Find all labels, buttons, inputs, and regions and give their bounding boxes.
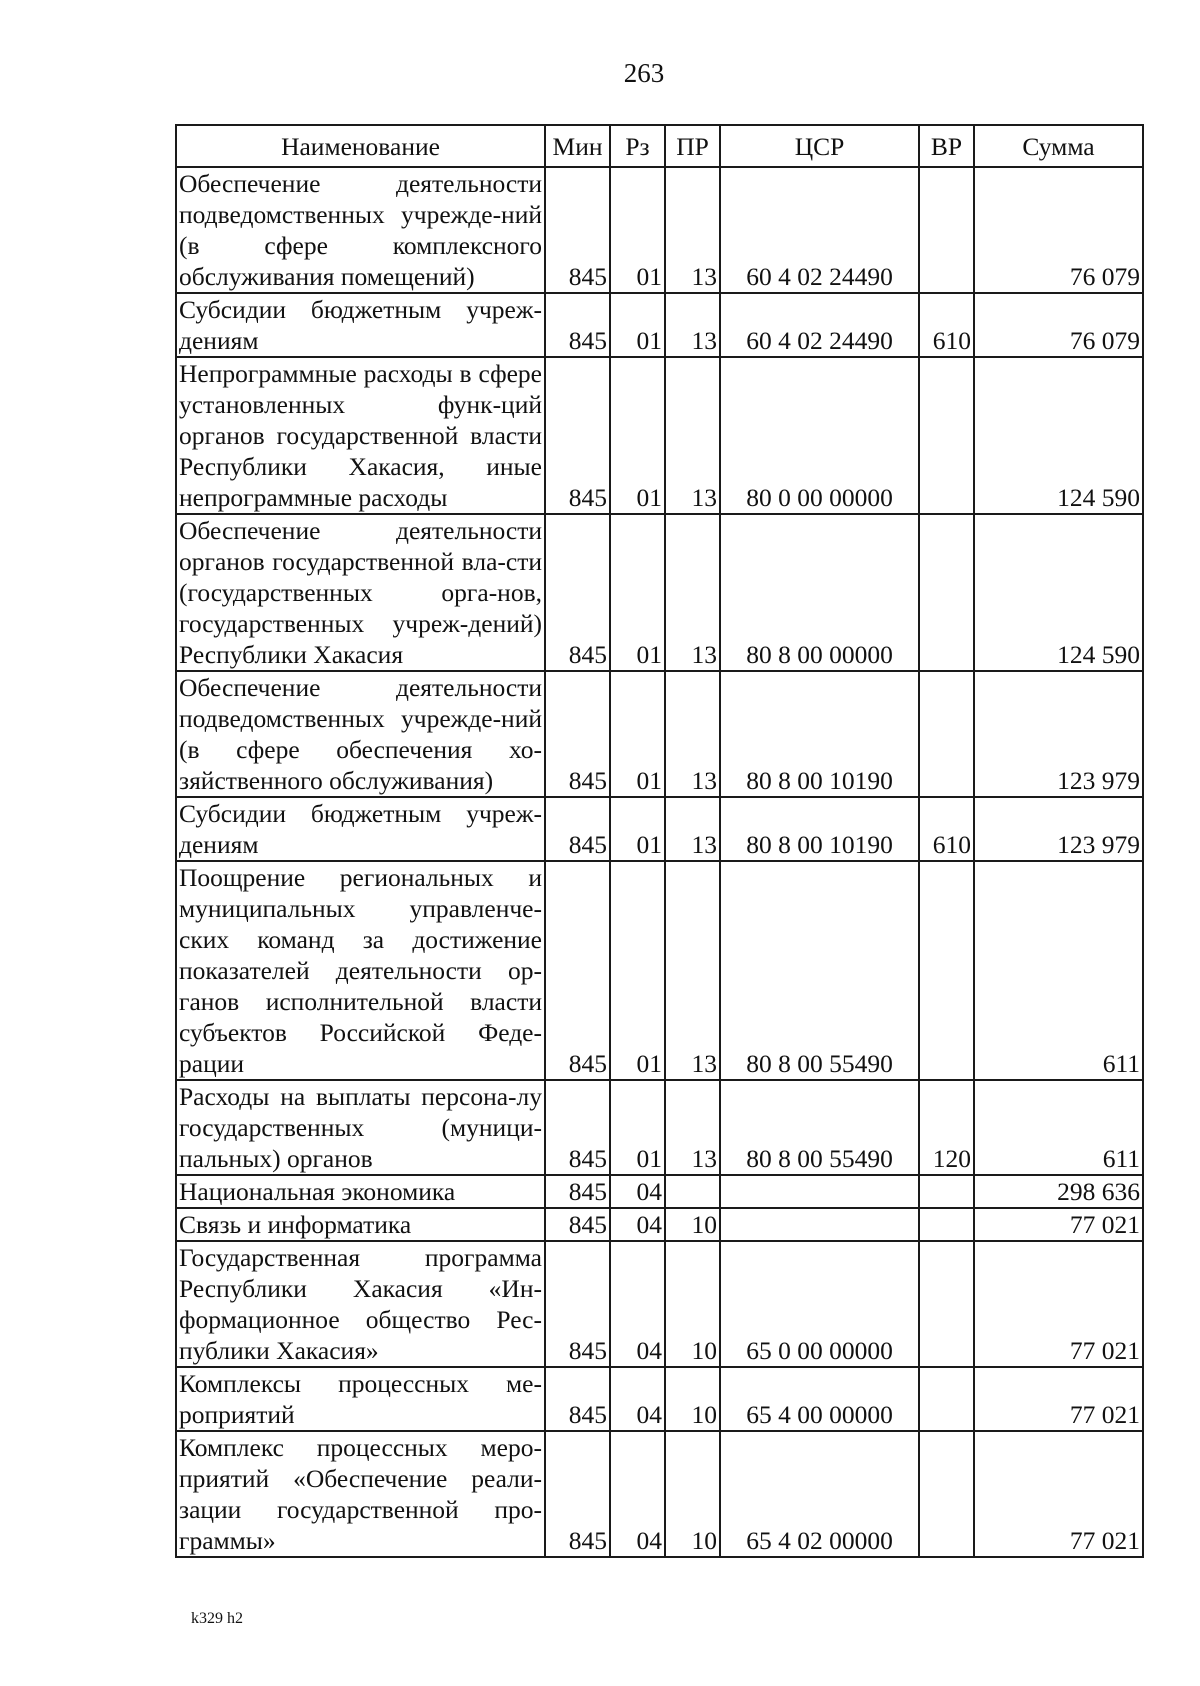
table-row	[176, 514, 1143, 671]
cell-min: 845	[545, 797, 610, 861]
table-row	[176, 357, 1143, 514]
cell-min: 845	[545, 1208, 610, 1241]
cell-csr: 60 4 02 24490	[720, 167, 919, 293]
cell-pr: 13	[665, 293, 720, 357]
cell-vr	[919, 1367, 974, 1431]
cell-pr: 13	[665, 167, 720, 293]
cell-min: 845	[545, 293, 610, 357]
cell-csr: 65 4 00 00000	[720, 1367, 919, 1431]
cell-name: Связь и информатика	[176, 1208, 545, 1241]
cell-vr: 610	[919, 293, 974, 357]
cell-min: 845	[545, 1367, 610, 1431]
cell-rz: 01	[610, 514, 665, 671]
cell-csr: 80 8 00 00000	[720, 514, 919, 671]
cell-pr: 13	[665, 861, 720, 1080]
cell-min: 845	[545, 167, 610, 293]
cell-sum: 76 079	[974, 167, 1143, 293]
cell-min: 845	[545, 1431, 610, 1557]
table-row	[176, 1367, 1143, 1431]
cell-vr: 120	[919, 1080, 974, 1175]
cell-csr: 80 8 00 55490	[720, 1080, 919, 1175]
column-header-min: Мин	[545, 125, 610, 167]
cell-pr: 10	[665, 1241, 720, 1367]
cell-csr: 80 8 00 10190	[720, 797, 919, 861]
cell-min: 845	[545, 1080, 610, 1175]
cell-name: Обеспечение деятельности органов государственной вла-сти (государственных орга-нов, государственных учреж-дений) Республики Хакасия	[176, 514, 545, 671]
cell-rz: 01	[610, 671, 665, 797]
cell-csr: 60 4 02 24490	[720, 293, 919, 357]
column-header-csr: ЦСР	[720, 125, 919, 167]
cell-sum: 123 979	[974, 797, 1143, 861]
cell-name: Субсидии бюджетным учреж-дениям	[176, 293, 545, 357]
cell-csr: 80 8 00 10190	[720, 671, 919, 797]
cell-pr: 10	[665, 1431, 720, 1557]
cell-vr	[919, 1431, 974, 1557]
column-header-sum: Сумма	[974, 125, 1143, 167]
column-header-name: Наименование	[176, 125, 545, 167]
cell-name: Комплексы процессных ме-роприятий	[176, 1367, 545, 1431]
column-header-rz: Рз	[610, 125, 665, 167]
cell-rz: 01	[610, 861, 665, 1080]
table-row	[176, 167, 1143, 293]
cell-vr	[919, 1241, 974, 1367]
cell-pr: 13	[665, 797, 720, 861]
cell-vr	[919, 1208, 974, 1241]
cell-vr	[919, 1175, 974, 1208]
cell-rz: 04	[610, 1208, 665, 1241]
cell-pr: 10	[665, 1367, 720, 1431]
cell-min: 845	[545, 1241, 610, 1367]
table-row	[176, 1175, 1143, 1208]
cell-name: Национальная экономика	[176, 1175, 545, 1208]
column-header-vr: ВР	[919, 125, 974, 167]
cell-rz: 04	[610, 1175, 665, 1208]
cell-rz: 01	[610, 357, 665, 514]
cell-csr: 80 0 00 00000	[720, 357, 919, 514]
cell-rz: 01	[610, 1080, 665, 1175]
cell-vr	[919, 671, 974, 797]
cell-vr	[919, 167, 974, 293]
budget-table	[175, 124, 1144, 1558]
page-number: 263	[623, 58, 665, 88]
footer-code: k329 h2	[191, 1610, 243, 1627]
cell-sum: 124 590	[974, 357, 1143, 514]
cell-rz: 04	[610, 1367, 665, 1431]
cell-vr	[919, 861, 974, 1080]
cell-name: Субсидии бюджетным учреж-дениям	[176, 797, 545, 861]
cell-min: 845	[545, 514, 610, 671]
cell-csr: 65 4 02 00000	[720, 1431, 919, 1557]
column-header-pr: ПР	[665, 125, 720, 167]
cell-sum: 77 021	[974, 1241, 1143, 1367]
cell-sum: 76 079	[974, 293, 1143, 357]
cell-csr	[720, 1175, 919, 1208]
cell-sum: 77 021	[974, 1431, 1143, 1557]
cell-vr	[919, 514, 974, 671]
cell-csr: 65 0 00 00000	[720, 1241, 919, 1367]
table-row	[176, 1241, 1143, 1367]
cell-pr: 10	[665, 1208, 720, 1241]
cell-pr	[665, 1175, 720, 1208]
table-row	[176, 293, 1143, 357]
cell-min: 845	[545, 357, 610, 514]
cell-min: 845	[545, 1175, 610, 1208]
cell-min: 845	[545, 861, 610, 1080]
cell-rz: 01	[610, 797, 665, 861]
cell-csr	[720, 1208, 919, 1241]
cell-vr: 610	[919, 797, 974, 861]
cell-name: Обеспечение деятельности подведомственных учрежде-ний (в сфере обеспечения хо-зяйственного обслуживания)	[176, 671, 545, 797]
cell-sum: 611	[974, 1080, 1143, 1175]
table-row	[176, 797, 1143, 861]
cell-rz: 04	[610, 1431, 665, 1557]
cell-pr: 13	[665, 357, 720, 514]
cell-vr	[919, 357, 974, 514]
cell-pr: 13	[665, 671, 720, 797]
cell-pr: 13	[665, 1080, 720, 1175]
cell-csr: 80 8 00 55490	[720, 861, 919, 1080]
table-row	[176, 861, 1143, 1080]
cell-min: 845	[545, 671, 610, 797]
cell-name: Непрограммные расходы в сфере установленных функ-ций органов государственной власти Республики Хакасия, иные непрограммные расходы	[176, 357, 545, 514]
table-row	[176, 1080, 1143, 1175]
cell-name: Государственная программа Республики Хакасия «Ин-формационное общество Рес-публики Хакасия»	[176, 1241, 545, 1367]
cell-name: Комплекс процессных меро-приятий «Обеспечение реали-зации государственной про-граммы»	[176, 1431, 545, 1557]
cell-rz: 01	[610, 293, 665, 357]
cell-sum: 611	[974, 861, 1143, 1080]
cell-name: Поощрение региональных и муниципальных управленче-ских команд за достижение показателей деятельности ор-ганов исполнительной власти субъектов Российской Феде-рации	[176, 861, 545, 1080]
cell-name: Расходы на выплаты персона-лу государственных (муници-пальных) органов	[176, 1080, 545, 1175]
cell-name: Обеспечение деятельности подведомственных учрежде-ний (в сфере комплексного обслуживания помещений)	[176, 167, 545, 293]
cell-pr: 13	[665, 514, 720, 671]
cell-sum: 124 590	[974, 514, 1143, 671]
cell-sum: 77 021	[974, 1208, 1143, 1241]
cell-rz: 01	[610, 167, 665, 293]
table-body	[176, 167, 1143, 1557]
table-header-row	[176, 125, 1143, 167]
cell-sum: 298 636	[974, 1175, 1143, 1208]
cell-sum: 77 021	[974, 1367, 1143, 1431]
table-row	[176, 671, 1143, 797]
table-row	[176, 1431, 1143, 1557]
cell-rz: 04	[610, 1241, 665, 1367]
table-row	[176, 1208, 1143, 1241]
cell-sum: 123 979	[974, 671, 1143, 797]
